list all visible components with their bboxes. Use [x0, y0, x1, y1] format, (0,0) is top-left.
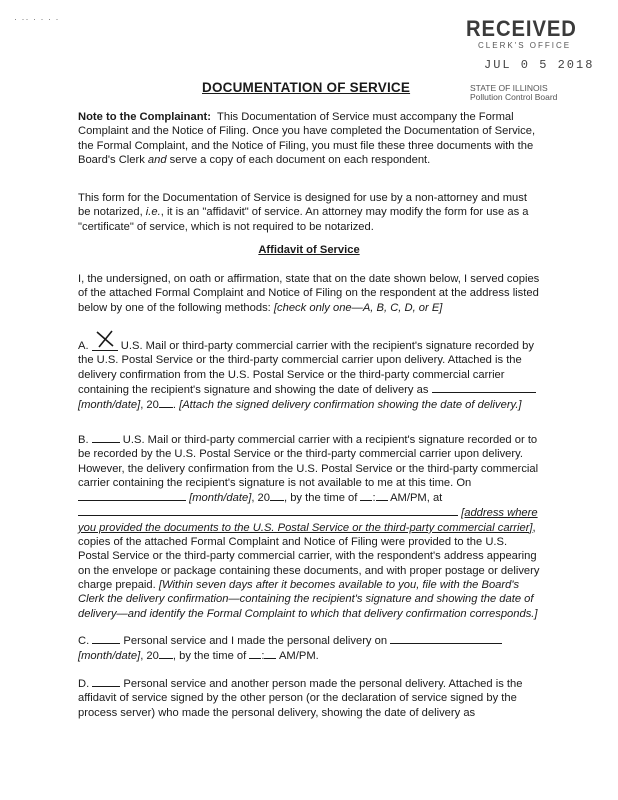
option-a-date-blank[interactable]	[432, 382, 536, 393]
option-a-text: U.S. Mail or third-party commercial carrier with the recipient's signature recorded by the U.S. Postal Service or the third-party commercial carrier upon delivery. Attached is the delivery confirmation from the U.S. Postal Service or the third-party commercial carrier containing the recipient's signature and showing the date of delivery as	[78, 340, 534, 396]
option-c-minute-blank[interactable]	[264, 648, 276, 659]
option-b-minute-blank[interactable]	[376, 490, 388, 501]
received-stamp-date: JUL 0 5 2018	[484, 58, 595, 72]
option-c-time-label: , by the time of	[172, 650, 247, 663]
option-a-year: , 20	[140, 399, 159, 412]
option-c-checkbox[interactable]	[92, 633, 120, 644]
received-stamp: RECEIVED	[466, 16, 577, 41]
affidavit-intro-text: I, the undersigned, on oath or affirmation, state that on the date shown below, I served copies of the attached Formal Complaint and Notice of Filing on the respondent at the address listed below by one of the following methods:	[78, 273, 540, 314]
option-b-text-a: U.S. Mail or third-party commercial carrier with a recipient's signature recorded or to be recorded by the U.S. Postal Service or the third-party commercial carrier upon delivery. However, the delivery confirmation from the U.S. Postal Service or the third-party commercial carrier containing the recipient's signature is not available to me at this time. On	[78, 434, 539, 489]
handwritten-x-icon	[94, 330, 116, 348]
option-c-date-hint: [month/date]	[78, 650, 141, 663]
option-c-date-blank[interactable]	[390, 633, 502, 644]
form-intro-text-a: This form for the Documentation of Service is designed for use by a non-attorney and must be notarized,	[78, 192, 527, 219]
option-a-letter: A.	[78, 340, 89, 352]
affidavit-instruction: [check only one—A, B, C, D, or E]	[273, 301, 443, 314]
option-a-date-hint: [month/date]	[78, 399, 141, 412]
form-intro-ie: i.e.	[145, 206, 161, 219]
option-b-ampm-at: AM/PM, at	[390, 492, 443, 505]
affidavit-intro	[78, 272, 540, 315]
option-b-time-label: , by the time of	[283, 492, 358, 505]
note-label: Note to the Complainant:	[78, 111, 211, 123]
option-c-year: , 20	[140, 650, 159, 663]
option-c-letter: C.	[78, 635, 90, 647]
option-d-text: Personal service and another person made the personal delivery. Attached is the affidavit of service signed by the other person (or the declaration of service signed by the process server) who made the personal delivery, showing the date of delivery as	[78, 678, 523, 719]
option-c-ampm: AM/PM.	[278, 650, 319, 663]
option-c: C. Personal service and I made the personal delivery on [month/date], 20 , by the time of : AM/PM.	[78, 633, 540, 664]
page-title: DOCUMENTATION OF SERVICE	[202, 80, 411, 95]
option-b-address-blank[interactable]	[78, 505, 458, 516]
option-b-instruction: [Within seven days after it becomes available to you, file with the Board's Clerk the delivery confirmation—containing the recipient's signature and showing the date of delivery—and identify the Formal Complaint to which that delivery confirmation corresponds.]	[78, 578, 538, 620]
option-d	[78, 676, 540, 720]
received-stamp-clerk: CLERK'S OFFICE	[478, 41, 572, 50]
option-a-year-blank[interactable]	[159, 397, 173, 408]
option-b-address-instruction: [address where you provided the documents to the U.S. Postal Service or the third-party commercial carrier]	[78, 507, 538, 534]
note-text-b: serve a copy of each document on each respondent.	[166, 153, 431, 166]
option-c-hour-blank[interactable]	[249, 648, 261, 659]
option-b-date-hint: [month/date]	[189, 492, 252, 505]
form-intro	[78, 191, 540, 234]
option-b-year: , 20	[251, 492, 270, 505]
option-d-letter: D.	[78, 678, 90, 690]
option-b-year-blank[interactable]	[270, 490, 284, 501]
option-c-text: Personal service and I made the personal delivery on	[123, 635, 388, 647]
received-stamp-agency	[470, 84, 557, 102]
stamp-board-line: Pollution Control Board	[470, 92, 558, 102]
option-a-checkbox[interactable]	[92, 336, 118, 351]
option-b-checkbox[interactable]	[92, 432, 120, 443]
stamp-state-line: STATE OF ILLINOIS	[470, 83, 548, 93]
option-c-year-blank[interactable]	[159, 648, 173, 659]
note-to-complainant	[78, 110, 540, 167]
option-a-instruction: [Attach the signed delivery confirmation showing the date of delivery.]	[179, 399, 522, 412]
option-b-date-blank[interactable]	[78, 490, 186, 501]
affidavit-heading: Affidavit of Service	[258, 244, 360, 256]
form-intro-text-b: , it is an "affidavit" of service. An attorney may modify the form for use as a "certificate" of service, which is not required to be notarized.	[78, 206, 529, 233]
option-a: A. U.S. Mail or third-party commercial carrier with the recipient's signature recorded by the U.S. Postal Service or the third-party commercial carrier upon delivery. Attached is the delivery confirmation from the U.S. Postal Service or the third-party commercial carrier containing the recipient's signature and showing the date of delivery as [month/date], 20 . [Attach the signed delivery confirmation showing the date of delivery.]	[78, 336, 540, 412]
option-b-text-b: , copies of the attached Formal Complaint and Notice of Filing were provided to the U.S. Postal Service or the third-party commercial carrier, with the respondent's address appearing on the envelope or package containing these documents, and with proper postage or delivery charge prepaid.	[78, 521, 540, 591]
note-text-and: and	[147, 153, 167, 166]
note-text-a: This Documentation of Service must accompany the Formal Complaint and the Notice of Filing. Once you have completed the Documentation of Service, the Formal Complaint, and the Notice of Filing, you must file these three documents with the Board's Clerk	[78, 111, 536, 166]
option-b-letter: B.	[78, 434, 89, 446]
option-b-hour-blank[interactable]	[360, 490, 372, 501]
option-d-checkbox[interactable]	[92, 676, 120, 687]
option-b: B. U.S. Mail or third-party commercial carrier with a recipient's signature recorded or to be recorded by the U.S. Postal Service or the third-party commercial carrier upon delivery. However, the delivery confirmation from the U.S. Postal Service or the third-party commercial carrier containing the recipient's signature is not available to me at this time. On [month/date], 20 , by the time of : AM/PM, at [address where you provided the documents to the U.S. Postal Service or the third-party commercial carrier], copies of the attached Formal Complaint and Notice of Filing were provided to the U.S. Postal Service or the third-party commercial carrier, with the respondent's address appearing on the envelope or package containing these documents, and with proper postage or delivery charge prepaid. [Within seven days after it becomes available to you, file with the Board's Clerk the delivery confirmation—containing the recipient's signature and showing the date of delivery—and identify the Formal Complaint to which that delivery confirmation corresponds.]	[78, 434, 540, 620]
scan-mark: · ·· · · · ·	[14, 14, 60, 24]
